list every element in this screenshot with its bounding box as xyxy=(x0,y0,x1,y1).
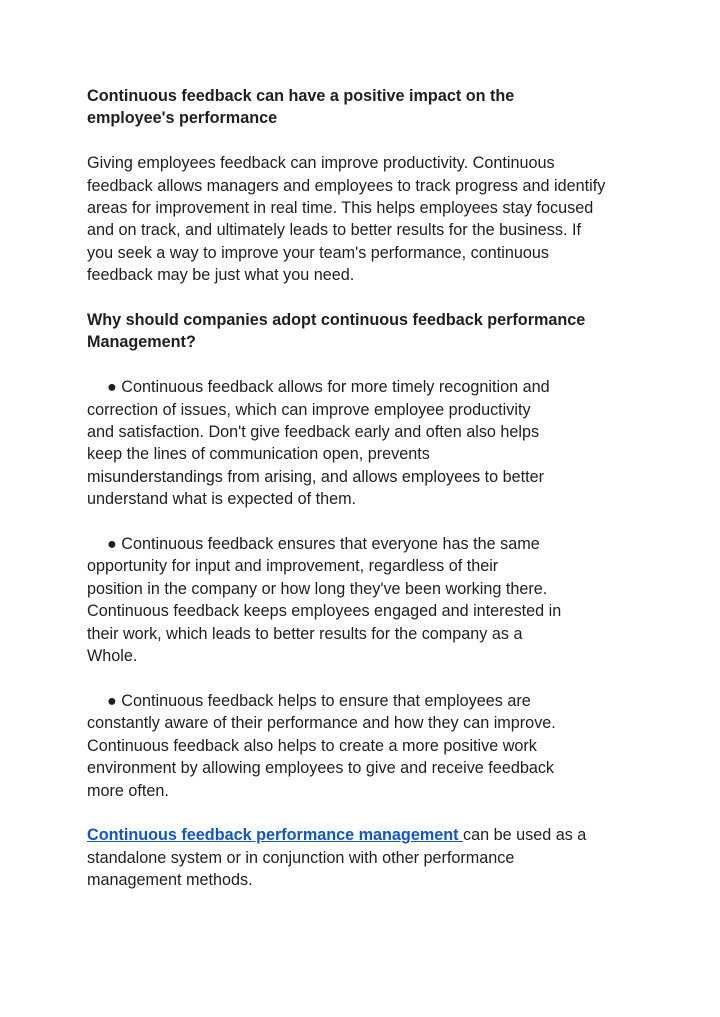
bullet-line: correction of issues, which can improve employee productivity xyxy=(87,400,531,419)
paragraph-line: feedback allows managers and employees to track progress and identify xyxy=(87,176,606,195)
bullet-line: more often. xyxy=(87,781,169,800)
bullet-text: Continuous feedback helps to ensure that employees are xyxy=(121,691,531,710)
document-body xyxy=(87,85,647,892)
heading-line: employee's performance xyxy=(87,109,278,128)
heading-continuous-feedback-impact xyxy=(87,85,647,130)
bullet-line: keep the lines of communication open, prevents xyxy=(87,445,430,464)
bullet-item xyxy=(87,376,647,510)
bullet-icon: ● xyxy=(107,691,117,710)
bullet-line: Continuous feedback also helps to create a more positive work xyxy=(87,736,537,755)
intro-paragraph xyxy=(87,152,647,286)
bullet-first-line xyxy=(87,376,647,398)
heading-why-adopt xyxy=(87,309,647,354)
bullet-line: Continuous feedback keeps employees engaged and interested in xyxy=(87,602,562,621)
bullet-line: and satisfaction. Don't give feedback early and often also helps xyxy=(87,423,540,442)
bullet-line: their work, which leads to better results for the company as a xyxy=(87,624,523,643)
closing-first-line xyxy=(87,824,647,846)
bullet-item xyxy=(87,533,647,667)
bullet-line: environment by allowing employees to give and receive feedback xyxy=(87,759,555,778)
bullet-line: opportunity for input and improvement, regardless of their xyxy=(87,557,499,576)
paragraph-line: feedback may be just what you need. xyxy=(87,266,355,285)
heading-line: Management? xyxy=(87,333,196,352)
bullet-first-line xyxy=(87,533,647,555)
bullet-line: understand what is expected of them. xyxy=(87,490,357,509)
closing-text: can be used as a xyxy=(463,826,587,845)
bullet-item xyxy=(87,690,647,802)
closing-paragraph xyxy=(87,824,647,891)
paragraph-line: you seek a way to improve your team's performance, continuous xyxy=(87,243,549,262)
bullet-icon: ● xyxy=(107,378,117,397)
bullet-line: constantly aware of their performance and how they can improve. xyxy=(87,714,556,733)
bullet-line: misunderstandings from arising, and allows employees to better xyxy=(87,467,545,486)
paragraph-line: areas for improvement in real time. This helps employees stay focused xyxy=(87,199,594,218)
paragraph-line: and on track, and ultimately leads to better results for the business. If xyxy=(87,221,581,240)
bullet-line: position in the company or how long they've been working there. xyxy=(87,579,548,598)
heading-line: Continuous feedback can have a positive impact on the xyxy=(87,87,515,105)
heading-line: Why should companies adopt continuous feedback performance xyxy=(87,311,586,330)
bullet-first-line xyxy=(87,690,647,712)
paragraph-line: Giving employees feedback can improve productivity. Continuous xyxy=(87,154,555,173)
performance-management-link[interactable]: Continuous feedback performance management xyxy=(87,826,463,845)
bullet-line: Whole. xyxy=(87,647,138,666)
closing-line: management methods. xyxy=(87,871,253,890)
closing-line: standalone system or in conjunction with other performance xyxy=(87,848,515,867)
bullet-text: Continuous feedback ensures that everyone has the same xyxy=(121,535,540,554)
bullet-text: Continuous feedback allows for more timely recognition and xyxy=(121,378,550,397)
bullet-icon: ● xyxy=(107,535,117,554)
